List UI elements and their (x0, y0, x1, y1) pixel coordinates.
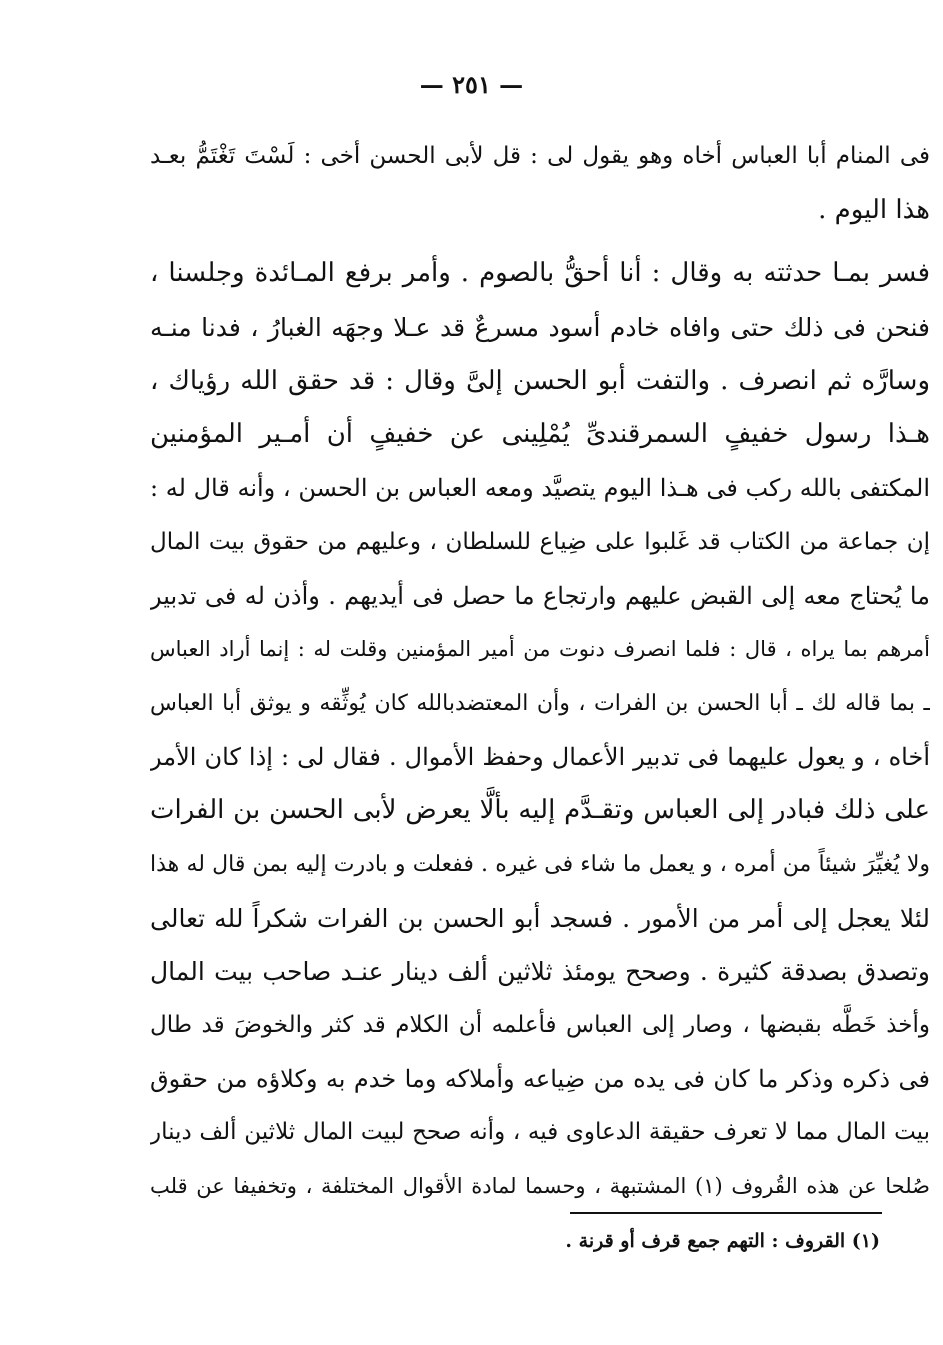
text-line: فنحن فى ذلك حتى وافاه خادم أسود مسرعٌ قد عـلا وجهَه الغبارُ ، فدنا منـه (150, 313, 930, 343)
text-line: وتصدق بصدقة كثيرة . وصحح يومئذ ثلاثين ألف دينار عنـد صاحب بيت المال (150, 957, 930, 987)
text-line: على ذلك فبادر إلى العباس وتقـدَّم إليه بألَّا يعرض لأبى الحسن بن الفرات (150, 795, 930, 826)
text-line: وأخذ خَطَّه بقبضها ، وصار إلى العباس فأعلمه أن الكلام قد كثر والخوضَ قد طال (150, 1012, 930, 1038)
text-line: ـ بما قاله لك ـ أبا الحسن بن الفرات ، وأن المعتضدبالله كان يُوثِّقه و يوثق أبا العباس (150, 690, 930, 716)
page-number: — ٢٥١ — (419, 70, 524, 99)
text-line: أمرهم بما يراه ، قال : فلما انصرف دنوت من أمير المؤمنين وقلت له : إنما أراد العباس (150, 637, 930, 662)
footnote: (١) القروف : التهم جمع قرف أو قرنة . (565, 1230, 880, 1252)
text-line: صُلحا عن هذه القُروف (١) المشتبهة ، وحسما لمادة الأقوال المختلفة ، وتخفيفا عن قلب (150, 1174, 930, 1199)
text-line: إن جماعة من الكتاب قد غَلبوا على ضِياع للسلطان ، وعليهم من حقوق بيت المال (150, 528, 930, 555)
text-line: لئلا يعجل إلى أمر من الأمور . فسجد أبو الحسن بن الفرات شكراً لله تعالى (150, 903, 930, 933)
body-text (150, 130, 930, 1214)
text-line: هذا اليوم . (818, 194, 930, 225)
text-line: وسارَّه ثم انصرف . والتفت أبو الحسن إلىَّ وقال : قد حقق الله رؤياك ، (150, 365, 930, 396)
text-line: فى المنام أبا العباس أخاه وهو يقول لى : قل لأبى الحسن أخى : لَسْتَ تَغْتَمُّ بعـد (150, 143, 930, 169)
text-line: ما يُحتاج معه إلى القبض عليهم وارتجاع ما حصل فى أيديهم . وأذن له فى تدبير (150, 581, 930, 610)
text-line: ولا يُغيِّرَ شيئاً من أمره ، و يعمل ما شاء فى غيره . ففعلت و بادرت إليه بمن قال له هذا (150, 851, 930, 877)
text-line: هـذا رسول خفيفٍ السمرقندىِّ يُمْلِينى عن خفيفٍ أن أمـير المؤمنين (150, 419, 930, 450)
text-line: أخاه ، و يعول عليهما فى تدبير الأعمال وحفظ الأموال . فقال لى : إذا كان الأمر (150, 742, 930, 771)
text-line: بيت المال مما لا تعرف حقيقة الدعاوى فيه ، وأنه صحح لبيت المال ثلاثين ألف دينار (150, 1119, 930, 1146)
text-line: فسر بمـا حدثته به وقال : أنا أحقُّ بالصوم . وأمر برفع المـائدة وجلسنا ، (150, 258, 930, 289)
footnote-divider (570, 1212, 882, 1214)
text-line: المكتفى بالله ركب فى هـذا اليوم يتصيَّد ومعه العباس بن الحسن ، وأنه قال له : (150, 474, 930, 503)
text-line: فى ذكره وذكر ما كان فى يده من ضِياعه وأملاكه وما خدم به وكلاؤه من حقوق (150, 1064, 930, 1093)
